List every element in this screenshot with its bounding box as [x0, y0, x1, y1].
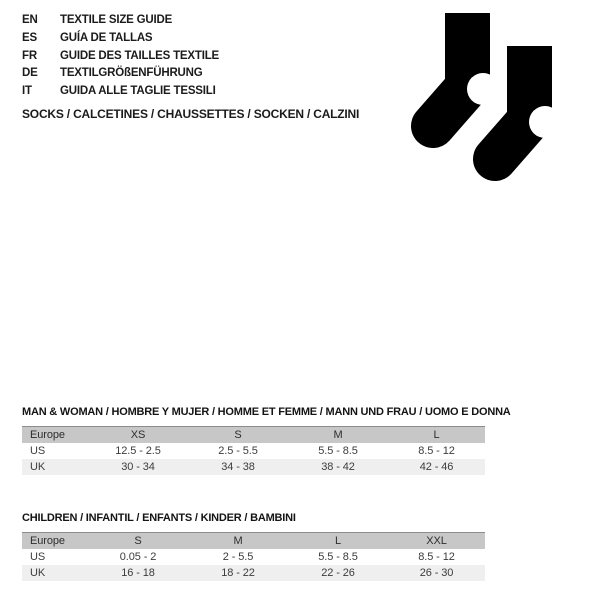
- column-header-xxl: XXL: [426, 535, 447, 547]
- table-title-man-woman: MAN & WOMAN / HOMBRE Y MUJER / HOMME ET FEMME / MANN UND FRAU / UOMO E DONNA: [22, 406, 511, 418]
- size-value: 18 - 22: [221, 567, 255, 579]
- row-label: UK: [30, 567, 46, 579]
- legend-row-fr: [22, 48, 219, 66]
- language-label: GUIDA ALLE TAGLIE TESSILI: [60, 85, 216, 98]
- language-code: FR: [22, 49, 37, 62]
- size-value: 2 - 5.5: [222, 551, 254, 563]
- size-value: 8.5 - 12: [418, 445, 455, 457]
- size-value: 22 - 26: [321, 567, 355, 579]
- size-value: 38 - 42: [321, 461, 355, 473]
- column-header-s: S: [234, 429, 242, 441]
- table-title-children: CHILDREN / INFANTIL / ENFANTS / KINDER / BAMBINI: [22, 512, 296, 524]
- language-code: IT: [22, 85, 32, 98]
- table-row-uk: [22, 459, 485, 475]
- language-label: TEXTILE SIZE GUIDE: [60, 14, 173, 26]
- language-label: GUÍA DE TALLAS: [60, 31, 153, 44]
- table-row-us: [22, 549, 485, 565]
- language-code: ES: [22, 31, 37, 44]
- language-label: TEXTILGRÖßENFÜHRUNG: [60, 67, 203, 80]
- size-value: 12.5 - 2.5: [115, 445, 161, 457]
- column-header-xs: XS: [130, 429, 146, 441]
- size-value: 34 - 38: [221, 461, 255, 473]
- legend-row-de: [22, 65, 219, 83]
- size-value: 42 - 46: [419, 461, 454, 473]
- size-table-man-woman: [22, 426, 485, 475]
- column-header-s: S: [134, 535, 142, 547]
- row-label: US: [30, 551, 46, 563]
- table-header-row: [22, 533, 485, 550]
- language-legend: [22, 12, 219, 101]
- table-row-us: [22, 443, 485, 459]
- size-value: 8.5 - 12: [418, 551, 455, 563]
- table-row-uk: [22, 565, 485, 581]
- language-code: DE: [22, 67, 38, 80]
- size-value: 0.05 - 2: [119, 551, 157, 563]
- legend-row-it: [22, 83, 219, 101]
- legend-row-en: [22, 12, 219, 30]
- size-value: 16 - 18: [121, 567, 155, 579]
- table-header-row: [22, 427, 485, 444]
- language-label: GUIDE DES TAILLES TEXTILE: [60, 49, 219, 62]
- column-header-l: L: [334, 535, 342, 547]
- size-value: 26 - 30: [419, 567, 454, 579]
- size-value: 30 - 34: [121, 461, 155, 473]
- socks-icon: [400, 0, 580, 195]
- category-title: SOCKS / CALCETINES / CHAUSSETTES / SOCKEN / CALZINI: [22, 107, 360, 121]
- column-header-europe: Europe: [30, 535, 65, 547]
- column-header-m: M: [233, 535, 243, 547]
- language-code: EN: [22, 14, 38, 26]
- row-label: US: [30, 445, 46, 457]
- size-value: 5.5 - 8.5: [318, 445, 358, 457]
- column-header-m: M: [333, 429, 343, 441]
- legend-row-es: [22, 30, 219, 48]
- column-header-europe: Europe: [30, 429, 65, 441]
- column-header-l: L: [433, 429, 440, 441]
- size-value: 2.5 - 5.5: [218, 445, 258, 457]
- size-table-children: [22, 532, 485, 581]
- size-value: 5.5 - 8.5: [318, 551, 358, 563]
- row-label: UK: [30, 461, 46, 473]
